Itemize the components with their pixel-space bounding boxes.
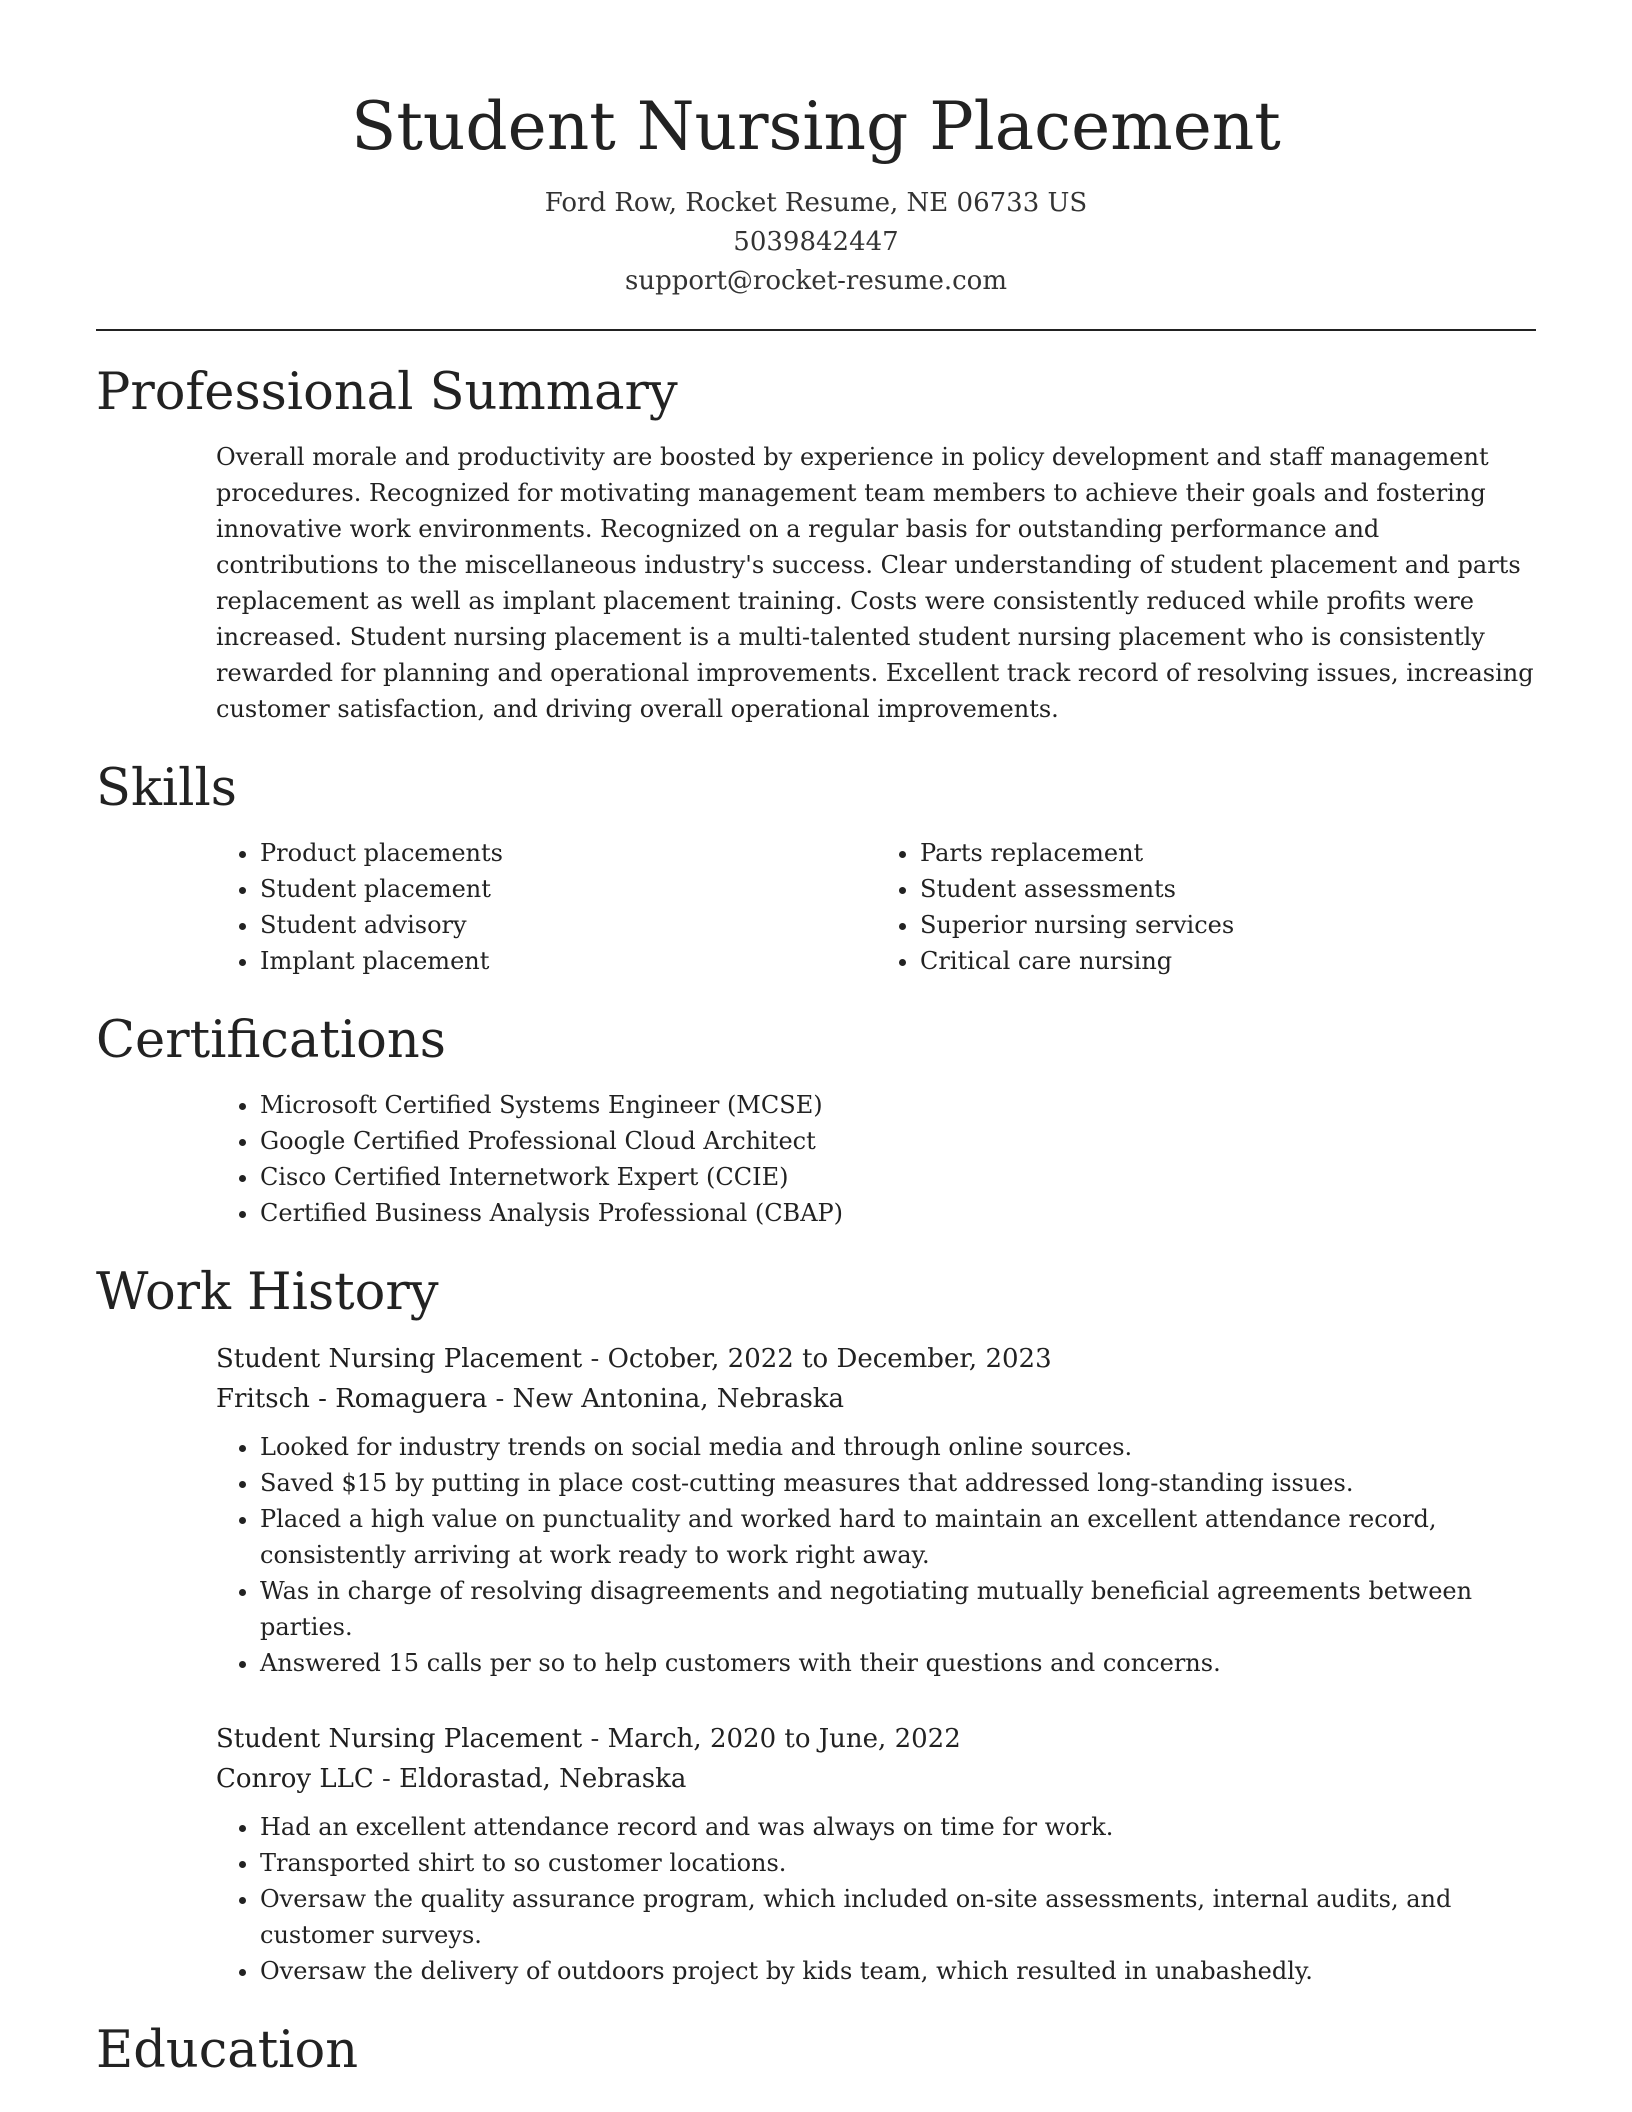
contact-phone: 5039842447 bbox=[733, 227, 899, 257]
job-duty-item: • Answered 15 calls per so to help customers with their questions and concerns. bbox=[260, 1645, 1536, 1681]
certification-item: • Google Certified Professional Cloud Architect bbox=[260, 1123, 1536, 1159]
certifications-section bbox=[96, 1009, 1536, 1231]
skills-heading: Skills bbox=[96, 759, 237, 818]
certifications-heading: Certifications bbox=[96, 1011, 446, 1070]
contact-address: Ford Row, Rocket Resume, NE 06733 US bbox=[544, 188, 1088, 218]
job-company: Fritsch - Romaguera bbox=[216, 1384, 488, 1414]
job-title-line bbox=[216, 1719, 1536, 1759]
job-title: Student Nursing Placement bbox=[216, 1724, 583, 1754]
job-separator: - bbox=[373, 1764, 400, 1794]
education-heading: Education bbox=[96, 2021, 359, 2080]
education-section bbox=[96, 2019, 1536, 2083]
skill-item: • Student placement bbox=[260, 871, 876, 907]
skills-section bbox=[96, 757, 1536, 979]
skill-item: • Implant placement bbox=[260, 943, 876, 979]
summary-body bbox=[96, 439, 1536, 727]
skill-item: • Superior nursing services bbox=[920, 907, 1536, 943]
job-dates: October, 2022 to December, 2023 bbox=[607, 1344, 1052, 1374]
job-duty-item: • Was in charge of resolving disagreements and negotiating mutually beneficial agreements between parties. bbox=[260, 1573, 1536, 1645]
job-separator: - bbox=[582, 1724, 608, 1754]
certification-item: • Microsoft Certified Systems Engineer (MCSE) bbox=[260, 1087, 1536, 1123]
skill-item: • Student advisory bbox=[260, 907, 876, 943]
job-dates: March, 2020 to June, 2022 bbox=[607, 1724, 961, 1754]
certification-item: • Certified Business Analysis Professional (CBAP) bbox=[260, 1195, 1536, 1231]
job-duty-item: • Oversaw the delivery of outdoors project by kids team, which resulted in unabashedly. bbox=[260, 1953, 1536, 1989]
job-duty-item: • Oversaw the quality assurance program, which included on-site assessments, internal audits, and customer surveys. bbox=[260, 1881, 1536, 1953]
work-history-heading: Work History bbox=[96, 1263, 439, 1322]
resume-header bbox=[96, 0, 1536, 301]
summary-heading: Professional Summary bbox=[96, 363, 678, 422]
candidate-name: Student Nursing Placement bbox=[351, 88, 1281, 165]
job-entry bbox=[216, 1339, 1536, 1681]
job-title: Student Nursing Placement bbox=[216, 1344, 583, 1374]
certifications-body bbox=[96, 1087, 1536, 1231]
header-divider bbox=[96, 329, 1536, 331]
skill-item: • Student assessments bbox=[920, 871, 1536, 907]
job-duty-item: • Placed a high value on punctuality and worked hard to maintain an excellent attendance record, consistently arriving at work ready to work right away. bbox=[260, 1501, 1536, 1573]
certification-item: • Cisco Certified Internetwork Expert (CCIE) bbox=[260, 1159, 1536, 1195]
job-location: Eldorastad, Nebraska bbox=[399, 1764, 687, 1794]
job-company-line bbox=[216, 1759, 1536, 1799]
contact-email: support@rocket-resume.com bbox=[624, 266, 1007, 296]
job-title-line bbox=[216, 1339, 1536, 1379]
skill-item: • Product placements bbox=[260, 835, 876, 871]
summary-text: Overall morale and productivity are boosted by experience in policy development and staff management procedures. Recognized for motivating management team members to achieve their goals and fostering innovative work environments. Recognized on a regular basis for outstanding performance and contributions to the miscellaneous industry's success. Clear understanding of student placement and parts replacement as well as implant placement training. Costs were consistently reduced while profits were increased. Student nursing placement is a multi-talented student nursing placement who is consistently rewarded for planning and operational improvements. Excellent track record of resolving issues, increasing customer satisfaction, and driving overall operational improvements. bbox=[216, 443, 1534, 723]
contact-info bbox=[96, 184, 1536, 301]
job-duties-list bbox=[216, 1809, 1536, 1989]
job-duty-item: • Transported shirt to so customer locations. bbox=[260, 1845, 1536, 1881]
skills-body bbox=[96, 835, 1536, 979]
job-duty-item: • Looked for industry trends on social media and through online sources. bbox=[260, 1429, 1536, 1465]
job-location: New Antonina, Nebraska bbox=[512, 1384, 845, 1414]
job-separator: - bbox=[487, 1384, 513, 1414]
job-separator: - bbox=[582, 1344, 608, 1374]
job-duties-list bbox=[216, 1429, 1536, 1681]
skills-grid bbox=[216, 835, 1536, 979]
skill-item: • Parts replacement bbox=[920, 835, 1536, 871]
job-entry bbox=[216, 1719, 1536, 1989]
job-duty-item: • Saved $15 by putting in place cost-cutting measures that addressed long-standing issues. bbox=[260, 1465, 1536, 1501]
job-duty-item: • Had an excellent attendance record and was always on time for work. bbox=[260, 1809, 1536, 1845]
job-company: Conroy LLC bbox=[216, 1764, 374, 1794]
work-history-section bbox=[96, 1261, 1536, 1989]
summary-section bbox=[96, 361, 1536, 727]
skills-list-left bbox=[216, 835, 876, 979]
work-history-body bbox=[96, 1339, 1536, 1989]
job-company-line bbox=[216, 1379, 1536, 1419]
skills-list-right bbox=[876, 835, 1536, 979]
skill-item: • Critical care nursing bbox=[920, 943, 1536, 979]
certifications-list bbox=[216, 1087, 1536, 1231]
